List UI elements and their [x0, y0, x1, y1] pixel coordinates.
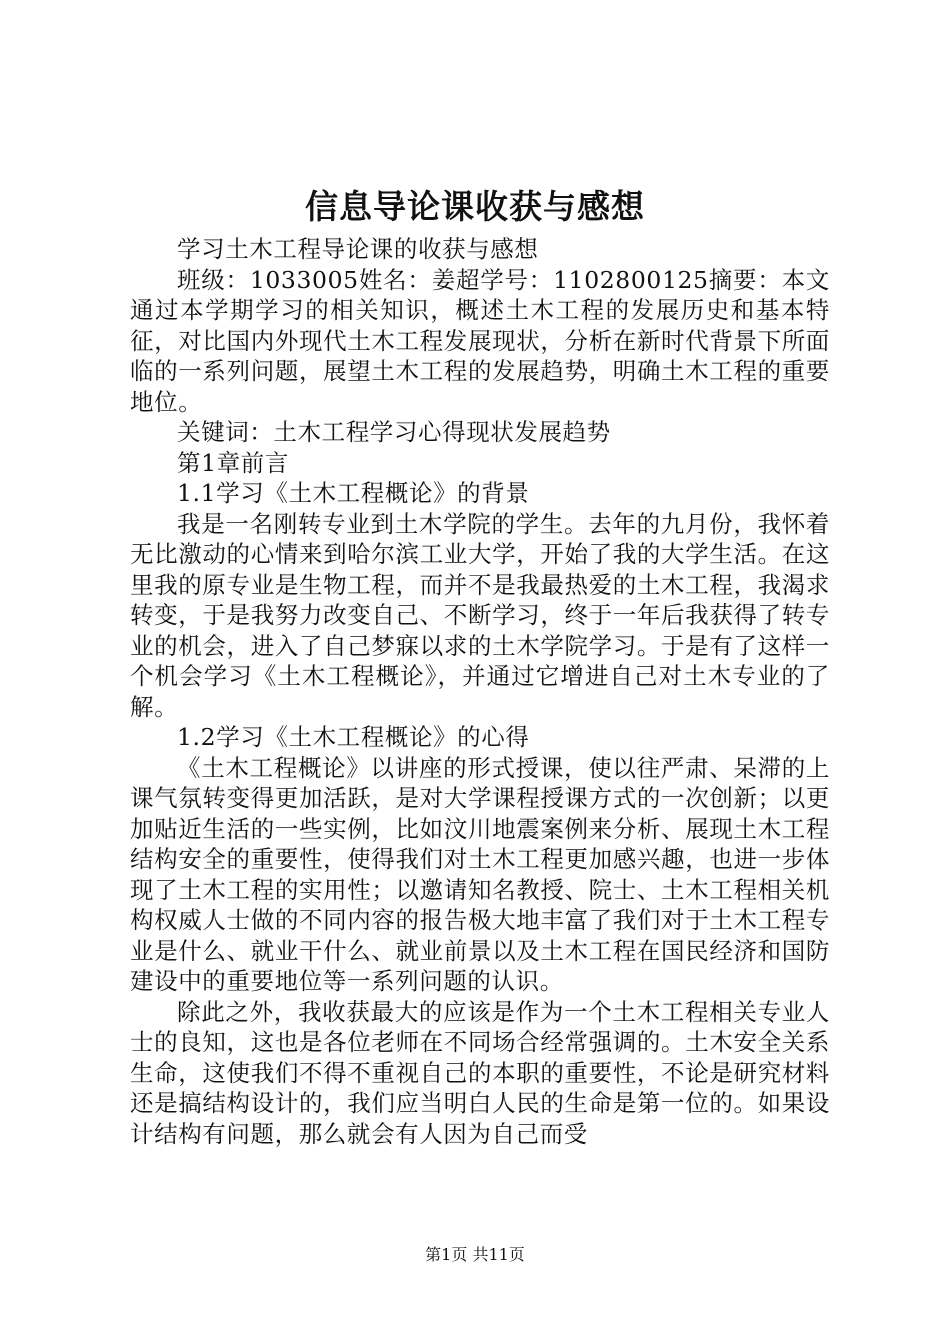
document-body	[130, 234, 830, 1149]
body-paragraph: 我是一名刚转专业到土木学院的学生。去年的九月份，我怀着无比激动的心情来到哈尔滨工业大学，开始了我的大学生活。在这里我的原专业是生物工程，而并不是我最热爱的土木工程，我渴求转变，于是我努力改变自己、不断学习，终于一年后我获得了转专业的机会，进入了自己梦寐以求的土木学院学习。于是有了这样一个机会学习《土木工程概论》，并通过它增进自己对土木专业的了解。	[130, 509, 830, 721]
section-heading-1-1: 1.1学习《土木工程概论》的背景	[177, 479, 530, 507]
keywords-paragraph: 关键词：土木工程学习心得现状发展趋势	[177, 418, 611, 446]
subtitle-paragraph: 学习土木工程导论课的收获与感想	[177, 235, 539, 263]
section-heading-1-2: 1.2学习《土木工程概论》的心得	[177, 723, 530, 751]
chapter-heading: 第1章前言	[177, 448, 289, 477]
page-number-footer: 第1页 共11页	[425, 1245, 525, 1264]
body-paragraph: 《土木工程概论》以讲座的形式授课，使以往严肃、呆滞的上课气氛转变得更加活跃，是对大学课程授课方式的一次创新；以更加贴近生活的一些实例，比如汶川地震案例来分析、展现土木工程结构安全的重要性，使得我们对土木工程更加感兴趣，也进一步体现了土木工程的实用性；以邀请知名教授、院士、土木工程相关机构权威人士做的不同内容的报告极大地丰富了我们对于土木工程专业是什么、就业干什么、就业前景以及土木工程在国民经济和国防建设中的重要地位等一系列问题的认识。	[130, 753, 830, 995]
abstract-paragraph: 班级：1033005姓名：姜超学号：1102800125摘要：本文通过本学期学习的相关知识，概述土木工程的发展历史和基本特征，对比国内外现代土木工程发展现状，分析在新时代背景下所面临的一系列问题，展望土木工程的发展趋势，明确土木工程的重要地位。	[130, 265, 830, 416]
body-paragraph: 除此之外，我收获最大的应该是作为一个土木工程相关专业人士的良知，这也是各位老师在不同场合经常强调的。土木安全关系生命，这使我们不得不重视自己的本职的重要性，不论是研究材料还是搞结构设计的，我们应当明白人民的生命是第一位的。如果设计结构有问题，那么就会有人因为自己而受	[130, 997, 830, 1148]
document-title: 信息导论课收获与感想	[305, 187, 645, 226]
